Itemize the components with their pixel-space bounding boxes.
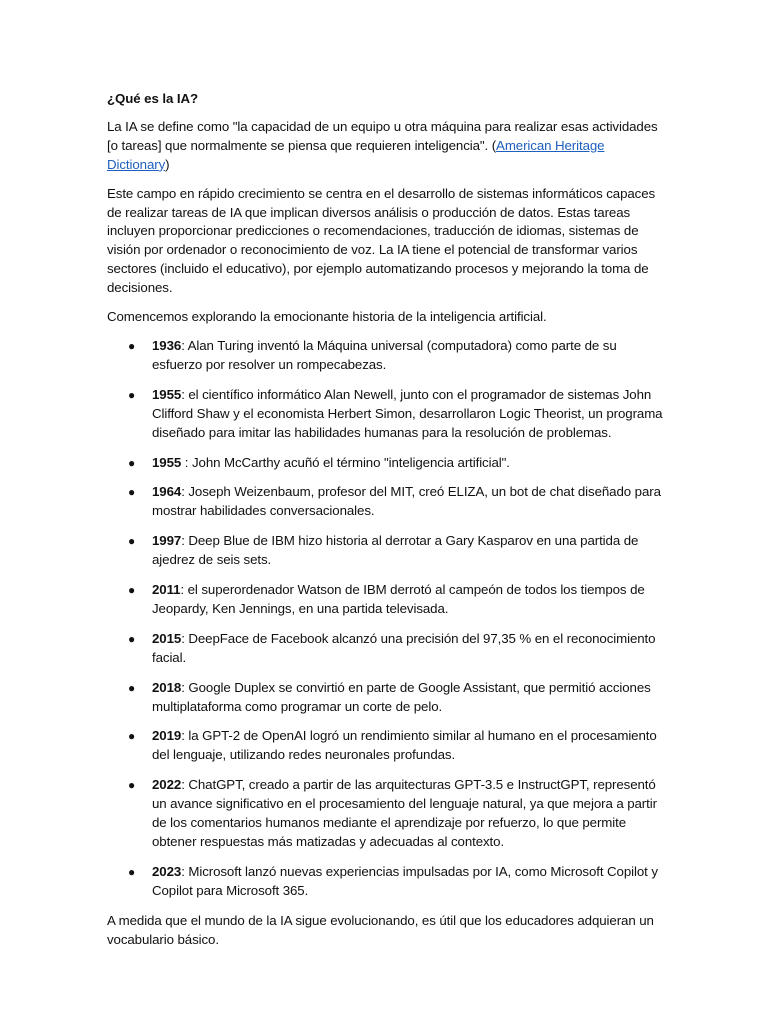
bullet-icon: ● <box>128 338 136 353</box>
bullet-icon: ● <box>128 485 136 500</box>
timeline-text: : Joseph Weizenbaum, profesor del MIT, creó ELIZA, un bot de chat diseñado para mostrar habilidades conversacionales. <box>152 484 661 519</box>
list-item <box>128 337 667 375</box>
timeline-text: : John McCarthy acuñó el término "inteligencia artificial". <box>181 454 510 470</box>
list-item <box>128 454 667 473</box>
field-paragraph: Este campo en rápido crecimiento se centra en el desarrollo de sistemas informáticos capaces de realizar tareas de IA que implican diversos análisis o producción de datos. Estas tareas incluyen proporcionar predicciones o recomendaciones, traducción de idiomas, sistemas de visión por ordenador o reconocimiento de voz. La IA tiene el potencial de transformar varios sectores (incluido el educativo), por ejemplo automatizando procesos y mejorando la toma de decisiones. <box>107 185 656 296</box>
list-item <box>128 630 667 668</box>
timeline-year: 2015 <box>152 630 182 646</box>
timeline-year: 2011 <box>152 582 181 598</box>
bullet-icon: ● <box>128 729 136 744</box>
list-item <box>128 386 667 443</box>
timeline-year: 1955 <box>152 386 182 402</box>
definition-paragraph <box>107 118 667 175</box>
timeline-text: : Microsoft lanzó nuevas experiencias impulsadas por IA, como Microsoft Copilot y Copilot para Microsoft 365. <box>152 863 658 898</box>
list-item <box>128 776 667 852</box>
document-page <box>107 90 667 960</box>
definition-closing: ) <box>165 156 170 172</box>
timeline-year: 2018 <box>152 679 182 695</box>
bullet-icon: ● <box>128 534 136 549</box>
closing-paragraph: A medida que el mundo de la IA sigue evolucionando, es útil que los educadores adquieran un vocabulario básico. <box>107 912 654 947</box>
list-item <box>128 863 667 901</box>
timeline-year: 2022 <box>152 777 182 793</box>
bullet-icon: ● <box>128 864 136 879</box>
timeline-year: 1955 <box>152 454 182 470</box>
timeline-text: : el científico informático Alan Newell, junto con el programador de sistemas John Clifford Shaw y el economista Herbert Simon, desarrollaron Logic Theorist, un programa diseñado para imitar las habilidades humanas para la resolución de problemas. <box>152 386 663 440</box>
list-item <box>128 483 667 521</box>
timeline-year: 1964 <box>152 484 182 500</box>
timeline-year: 1997 <box>152 533 182 549</box>
list-item <box>128 679 667 717</box>
list-item <box>128 532 667 570</box>
bullet-icon: ● <box>128 455 136 470</box>
bullet-icon: ● <box>128 631 136 646</box>
timeline-year: 2019 <box>152 728 182 744</box>
timeline-text: : Alan Turing inventó la Máquina universal (computadora) como parte de su esfuerzo por resolver un rompecabezas. <box>152 337 617 372</box>
definition-text: La IA se define como "la capacidad de un equipo u otra máquina para realizar esas actividades [o tareas] que normalmente se piensa que requieren inteligencia". ( <box>107 118 658 153</box>
timeline-text: : ChatGPT, creado a partir de las arquitecturas GPT-3.5 e InstructGPT, representó un avance significativo en el procesamiento del lenguaje natural, ya que mejora a partir de los comentarios humanos mediante el aprendizaje por refuerzo, lo que permite obtener respuestas más matizadas y adecuadas al contexto. <box>152 777 657 849</box>
timeline-text: : la GPT-2 de OpenAI logró un rendimiento similar al humano en el procesamiento del lenguaje, utilizando redes neuronales profundas. <box>152 728 657 763</box>
timeline-text: : DeepFace de Facebook alcanzó una precisión del 97,35 % en el reconocimiento facial. <box>152 630 656 665</box>
bullet-icon: ● <box>128 387 136 402</box>
bullet-icon: ● <box>128 583 136 598</box>
timeline-text: : Google Duplex se convirtió en parte de Google Assistant, que permitió acciones multiplataforma como programar un corte de pelo. <box>152 679 651 714</box>
american-heritage-dictionary-link[interactable]: American Heritage Dictionary <box>107 137 605 172</box>
timeline-list <box>107 337 667 901</box>
bullet-icon: ● <box>128 778 136 793</box>
page-title: ¿Qué es la IA? <box>107 91 198 106</box>
timeline-year: 1936 <box>152 337 182 353</box>
list-item <box>128 581 667 619</box>
history-intro: Comencemos explorando la emocionante historia de la inteligencia artificial. <box>107 309 547 325</box>
timeline-text: : el superordenador Watson de IBM derrotó al campeón de todos los tiempos de Jeopardy, Ken Jennings, en una partida televisada. <box>152 582 645 616</box>
timeline-year: 2023 <box>152 863 182 879</box>
list-item <box>128 727 667 765</box>
bullet-icon: ● <box>128 680 136 695</box>
timeline-text: : Deep Blue de IBM hizo historia al derrotar a Gary Kasparov en una partida de ajedrez de seis sets. <box>152 533 639 568</box>
